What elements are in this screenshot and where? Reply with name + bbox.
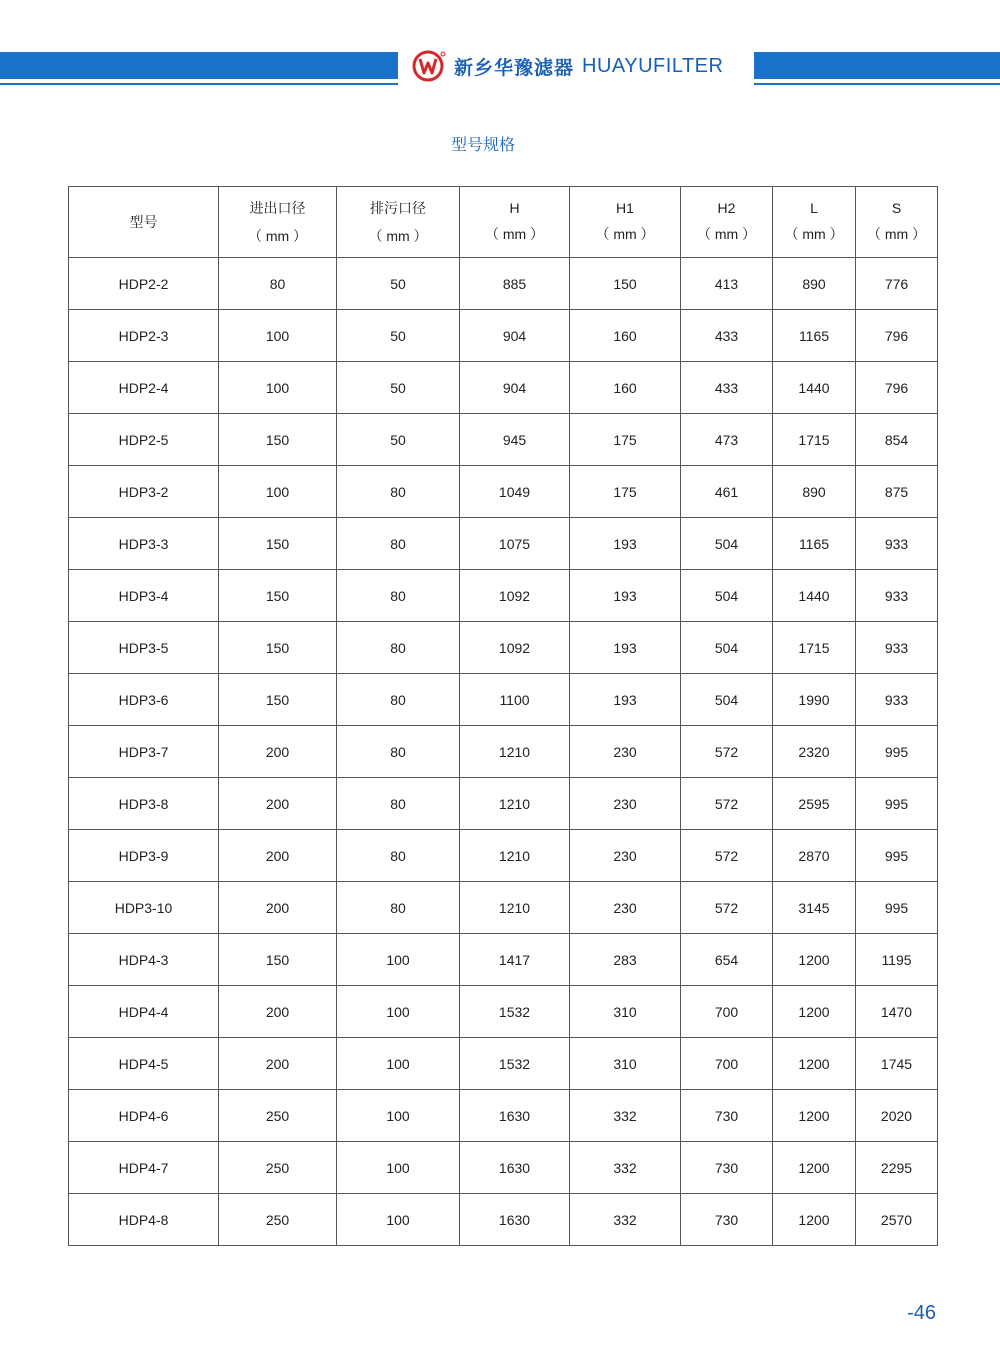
table-cell: 1210	[460, 882, 570, 934]
table-cell: 150	[219, 674, 337, 726]
column-header	[69, 187, 219, 258]
table-cell: 1195	[856, 934, 938, 986]
column-header	[460, 187, 570, 258]
column-header-unit: （ mm ）	[696, 226, 757, 242]
table-cell: 80	[337, 674, 460, 726]
column-header	[570, 187, 681, 258]
header-row	[69, 187, 938, 258]
page-title: 型号规格	[450, 135, 515, 154]
table-cell: 150	[219, 570, 337, 622]
table-cell: 1092	[460, 570, 570, 622]
table-cell: 995	[856, 726, 938, 778]
brand-name-chinese: 新乡华豫滤器	[454, 56, 575, 79]
table-cell: 250	[219, 1142, 337, 1194]
table-cell: 230	[570, 830, 681, 882]
table-cell: 2295	[856, 1142, 938, 1194]
table-cell: 1210	[460, 778, 570, 830]
table-cell: 1630	[460, 1090, 570, 1142]
table-cell: 80	[337, 778, 460, 830]
model-cell: HDP3-8	[69, 778, 219, 830]
table-cell: 854	[856, 414, 938, 466]
table-cell: 50	[337, 362, 460, 414]
table-cell: 2595	[773, 778, 856, 830]
table-cell: 200	[219, 986, 337, 1038]
table-cell: 80	[337, 570, 460, 622]
column-header-label: 进出口径	[249, 200, 306, 216]
table-row	[69, 258, 938, 310]
table-cell: 885	[460, 258, 570, 310]
table-cell: 100	[337, 986, 460, 1038]
table-cell: 904	[460, 310, 570, 362]
table-cell: 933	[856, 570, 938, 622]
model-cell: HDP2-3	[69, 310, 219, 362]
table-cell: 796	[856, 362, 938, 414]
table-row	[69, 466, 938, 518]
table-cell: 283	[570, 934, 681, 986]
table-cell: 193	[570, 518, 681, 570]
header-rule-left	[0, 83, 398, 85]
table-row	[69, 1142, 938, 1194]
table-cell: 890	[773, 466, 856, 518]
table-cell: 504	[681, 518, 773, 570]
table-cell: 80	[337, 622, 460, 674]
table-cell: 1745	[856, 1038, 938, 1090]
page-number: -46	[907, 1302, 936, 1324]
table-cell: 100	[219, 362, 337, 414]
table-cell: 150	[219, 518, 337, 570]
table-cell: 1532	[460, 1038, 570, 1090]
table-cell: 572	[681, 882, 773, 934]
model-cell: HDP3-10	[69, 882, 219, 934]
table-cell: 80	[337, 882, 460, 934]
model-cell: HDP4-4	[69, 986, 219, 1038]
column-header-unit: （ mm ）	[595, 226, 655, 242]
table-cell: 1200	[773, 1038, 856, 1090]
table-cell: 933	[856, 622, 938, 674]
table-cell: 504	[681, 570, 773, 622]
table-row	[69, 882, 938, 934]
table-header	[69, 187, 938, 258]
table-row	[69, 310, 938, 362]
table-cell: 1049	[460, 466, 570, 518]
column-header	[337, 187, 460, 258]
table-row	[69, 570, 938, 622]
table-cell: 572	[681, 778, 773, 830]
table-cell: 730	[681, 1142, 773, 1194]
model-cell: HDP2-4	[69, 362, 219, 414]
table-cell: 433	[681, 362, 773, 414]
table-cell: 200	[219, 778, 337, 830]
table-cell: 150	[219, 934, 337, 986]
header-band-right	[754, 52, 1000, 79]
table-cell: 50	[337, 310, 460, 362]
table-cell: 730	[681, 1194, 773, 1246]
table-cell: 1440	[773, 362, 856, 414]
column-header	[681, 187, 773, 258]
table-cell: 80	[337, 830, 460, 882]
table-cell: 3145	[773, 882, 856, 934]
table-cell: 230	[570, 778, 681, 830]
table-cell: 310	[570, 1038, 681, 1090]
table-cell: 80	[337, 466, 460, 518]
table-cell: 1200	[773, 1090, 856, 1142]
column-header	[219, 187, 337, 258]
model-cell: HDP3-2	[69, 466, 219, 518]
table-cell: 310	[570, 986, 681, 1038]
column-header-label: L	[810, 200, 818, 216]
table-cell: 1075	[460, 518, 570, 570]
table-cell: 504	[681, 622, 773, 674]
table-cell: 160	[570, 310, 681, 362]
table-row	[69, 934, 938, 986]
model-cell: HDP4-7	[69, 1142, 219, 1194]
model-cell: HDP2-2	[69, 258, 219, 310]
table-cell: 100	[337, 1142, 460, 1194]
table-cell: 1715	[773, 414, 856, 466]
table-cell: 2570	[856, 1194, 938, 1246]
table-cell: 1200	[773, 986, 856, 1038]
table-cell: 1715	[773, 622, 856, 674]
table-cell: 200	[219, 1038, 337, 1090]
table-row	[69, 518, 938, 570]
table-cell: 654	[681, 934, 773, 986]
table-cell: 1440	[773, 570, 856, 622]
column-header-label: H	[509, 200, 520, 216]
table-row	[69, 1090, 938, 1142]
table-row	[69, 1194, 938, 1246]
table-cell: 150	[219, 414, 337, 466]
table-cell: 200	[219, 726, 337, 778]
table-cell: 945	[460, 414, 570, 466]
table-cell: 193	[570, 674, 681, 726]
table-row	[69, 674, 938, 726]
brand-name-english: HUAYUFILTER	[582, 54, 724, 77]
table-cell: 700	[681, 1038, 773, 1090]
table-cell: 1210	[460, 726, 570, 778]
model-cell: HDP2-5	[69, 414, 219, 466]
table-cell: 150	[570, 258, 681, 310]
model-cell: HDP3-7	[69, 726, 219, 778]
table-cell: 332	[570, 1194, 681, 1246]
brand-header	[412, 50, 723, 82]
table-cell: 730	[681, 1090, 773, 1142]
table-cell: 100	[219, 310, 337, 362]
table-cell: 473	[681, 414, 773, 466]
column-header-unit: （ mm ）	[247, 228, 308, 244]
table-cell: 904	[460, 362, 570, 414]
table-cell: 100	[219, 466, 337, 518]
table-cell: 175	[570, 414, 681, 466]
table-cell: 1092	[460, 622, 570, 674]
table-cell: 250	[219, 1194, 337, 1246]
table-cell: 100	[337, 1090, 460, 1142]
table-cell: 1100	[460, 674, 570, 726]
table-cell: 1200	[773, 934, 856, 986]
table-cell: 250	[219, 1090, 337, 1142]
model-cell: HDP3-4	[69, 570, 219, 622]
table-body	[69, 258, 938, 1246]
table-row	[69, 362, 938, 414]
table-cell: 796	[856, 310, 938, 362]
table-cell: 572	[681, 726, 773, 778]
table-cell: 2320	[773, 726, 856, 778]
model-cell: HDP3-3	[69, 518, 219, 570]
table-cell: 230	[570, 726, 681, 778]
table-cell: 433	[681, 310, 773, 362]
table-cell: 1200	[773, 1142, 856, 1194]
table-cell: 1990	[773, 674, 856, 726]
table-cell: 2870	[773, 830, 856, 882]
spec-table	[68, 186, 938, 1246]
table-cell: 200	[219, 882, 337, 934]
column-header-label: 排污口径	[370, 200, 426, 216]
table-row	[69, 830, 938, 882]
table-row	[69, 726, 938, 778]
table-cell: 50	[337, 258, 460, 310]
company-logo-icon	[412, 50, 446, 82]
table-row	[69, 1038, 938, 1090]
table-row	[69, 986, 938, 1038]
model-cell: HDP4-3	[69, 934, 219, 986]
table-cell: 1210	[460, 830, 570, 882]
table-cell: 150	[219, 622, 337, 674]
table-cell: 2020	[856, 1090, 938, 1142]
header-rule-right	[754, 83, 1000, 85]
column-header-unit: （ mm ）	[368, 228, 428, 244]
table-cell: 1470	[856, 986, 938, 1038]
column-header-label: S	[891, 200, 902, 216]
table-cell: 80	[337, 726, 460, 778]
column-header-label: 型号	[129, 214, 158, 230]
table-cell: 1200	[773, 1194, 856, 1246]
column-header-unit: （ mm ）	[484, 226, 545, 242]
model-cell: HDP3-6	[69, 674, 219, 726]
model-cell: HDP4-5	[69, 1038, 219, 1090]
table-cell: 700	[681, 986, 773, 1038]
model-cell: HDP3-9	[69, 830, 219, 882]
table-cell: 193	[570, 622, 681, 674]
column-header	[856, 187, 938, 258]
table-cell: 175	[570, 466, 681, 518]
table-cell: 461	[681, 466, 773, 518]
column-header-unit: （ mm ）	[784, 226, 844, 242]
table-cell: 1417	[460, 934, 570, 986]
table-cell: 160	[570, 362, 681, 414]
table-cell: 200	[219, 830, 337, 882]
table-cell: 1630	[460, 1142, 570, 1194]
table-cell: 50	[337, 414, 460, 466]
model-cell: HDP4-8	[69, 1194, 219, 1246]
table-row	[69, 414, 938, 466]
table-cell: 413	[681, 258, 773, 310]
table-cell: 875	[856, 466, 938, 518]
column-header-label: H1	[616, 200, 634, 216]
table-cell: 995	[856, 830, 938, 882]
table-cell: 332	[570, 1090, 681, 1142]
table-cell: 100	[337, 1038, 460, 1090]
table-cell: 504	[681, 674, 773, 726]
table-cell: 776	[856, 258, 938, 310]
header-band-left	[0, 52, 398, 79]
table-cell: 933	[856, 674, 938, 726]
table-cell: 332	[570, 1142, 681, 1194]
model-cell: HDP3-5	[69, 622, 219, 674]
table-cell: 230	[570, 882, 681, 934]
table-row	[69, 622, 938, 674]
table-cell: 933	[856, 518, 938, 570]
table-cell: 100	[337, 1194, 460, 1246]
table-cell: 1630	[460, 1194, 570, 1246]
table-cell: 1532	[460, 986, 570, 1038]
table-cell: 193	[570, 570, 681, 622]
table-cell: 890	[773, 258, 856, 310]
table-cell: 80	[337, 518, 460, 570]
column-header	[773, 187, 856, 258]
table-cell: 1165	[773, 518, 856, 570]
table-cell: 1165	[773, 310, 856, 362]
table-cell: 80	[219, 258, 337, 310]
table-cell: 100	[337, 934, 460, 986]
table-cell: 572	[681, 830, 773, 882]
table-cell: 995	[856, 882, 938, 934]
table-cell: 995	[856, 778, 938, 830]
model-cell: HDP4-6	[69, 1090, 219, 1142]
column-header-unit: （ mm ）	[866, 226, 927, 242]
column-header-label: H2	[717, 200, 736, 216]
table-row	[69, 778, 938, 830]
